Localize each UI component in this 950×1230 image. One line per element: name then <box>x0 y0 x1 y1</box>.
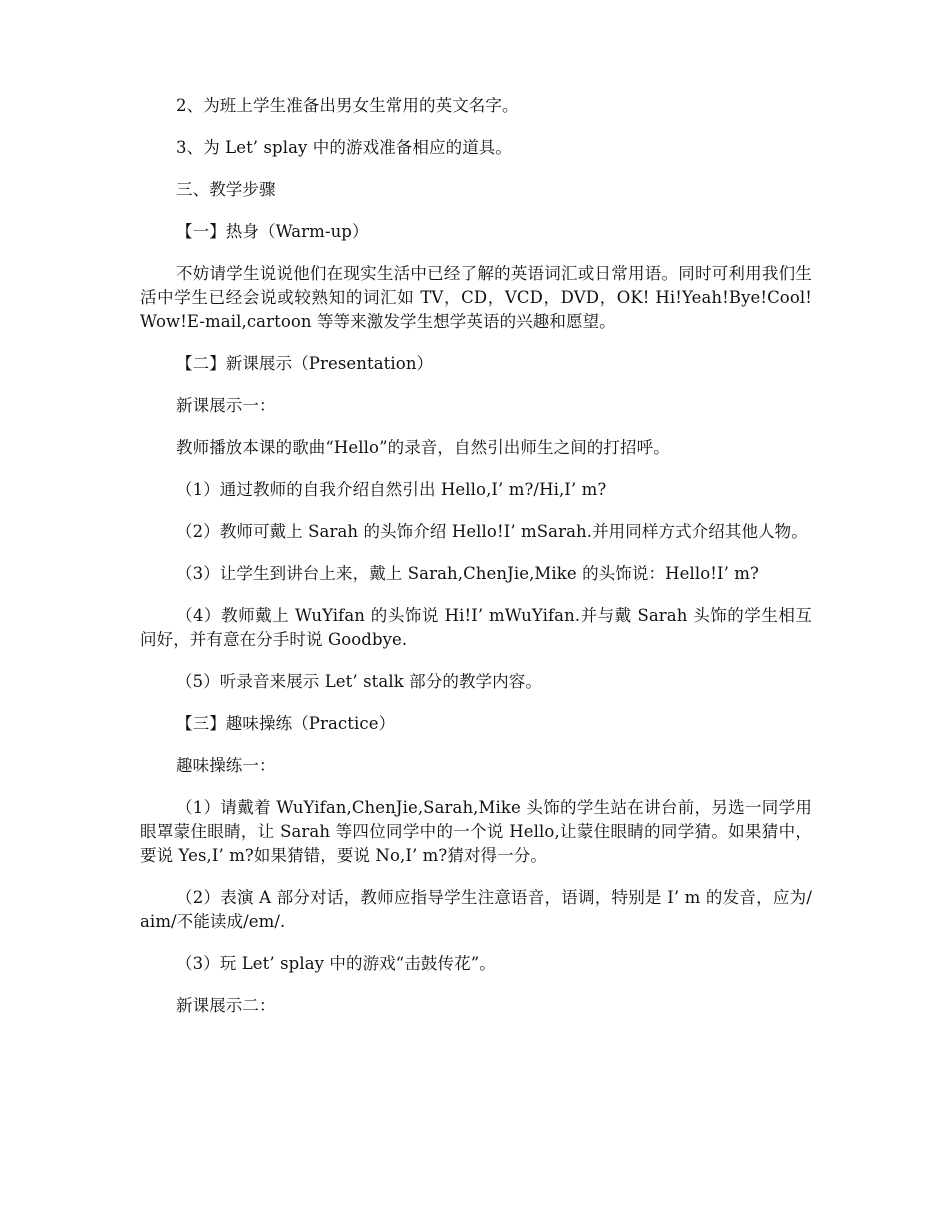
document-body <box>140 94 812 1036</box>
heading-practice: 【三】趣味操练（Practice） <box>176 714 396 733</box>
paragraph-prep-2: 2、为班上学生准备出男女生常用的英文名字。 <box>176 96 519 115</box>
paragraph-practice-1: （1）请戴着 WuYifan,ChenJie,Sarah,Mike 头饰的学生站在讲台前，另选一同学用眼罩蒙住眼睛，让 Sarah 等四位同学中的一个说 Hello,让蒙住眼睛的同学猜。如果猜中，要说 Yes,I’ m?如果猜错，要说 No,I’ m?猜对得一分。 <box>140 798 812 865</box>
paragraph-prep-3: 3、为 Let’ splay 中的游戏准备相应的道具。 <box>176 138 512 157</box>
heading-warm-up: 【一】热身（Warm-up） <box>176 222 369 241</box>
section-heading-teaching-steps: 三、教学步骤 <box>176 180 276 199</box>
subheading-practice-1: 趣味操练一： <box>176 756 276 775</box>
paragraph-step-3: （3）让学生到讲台上来，戴上 Sarah,ChenJie,Mike 的头饰说：Hello!I’ m? <box>176 564 759 583</box>
paragraph-song-intro: 教师播放本课的歌曲“Hello”的录音，自然引出师生之间的打招呼。 <box>176 438 670 457</box>
subheading-presentation-2: 新课展示二： <box>176 996 276 1015</box>
paragraph-warm-up: 不妨请学生说说他们在现实生活中已经了解的英语词汇或日常用语。同时可利用我们生活中学生已经会说或较熟知的词汇如 TV，CD，VCD，DVD，OK! Hi!Yeah!Bye!Cool!Wow!E-mail,cartoon 等等来激发学生想学英语的兴趣和愿望。 <box>140 264 812 331</box>
paragraph-step-5: （5）听录音来展示 Let’ stalk 部分的教学内容。 <box>176 672 542 691</box>
paragraph-practice-2: （2）表演 A 部分对话，教师应指导学生注意语音，语调，特别是 I’ m 的发音，应为/aim/不能读成/em/. <box>140 888 812 931</box>
subheading-presentation-1: 新课展示一： <box>176 396 276 415</box>
paragraph-step-4: （4）教师戴上 WuYifan 的头饰说 Hi!I’ mWuYifan.并与戴 Sarah 头饰的学生相互问好，并有意在分手时说 Goodbye. <box>140 606 812 649</box>
paragraph-practice-3: （3）玩 Let’ splay 中的游戏“击鼓传花”。 <box>176 954 496 973</box>
paragraph-step-1: （1）通过教师的自我介绍自然引出 Hello,I’ m?/Hi,I’ m? <box>176 480 607 499</box>
paragraph-step-2: （2）教师可戴上 Sarah 的头饰介绍 Hello!I’ mSarah.并用同样方式介绍其他人物。 <box>176 522 808 541</box>
heading-presentation: 【二】新课展示（Presentation） <box>176 354 434 373</box>
